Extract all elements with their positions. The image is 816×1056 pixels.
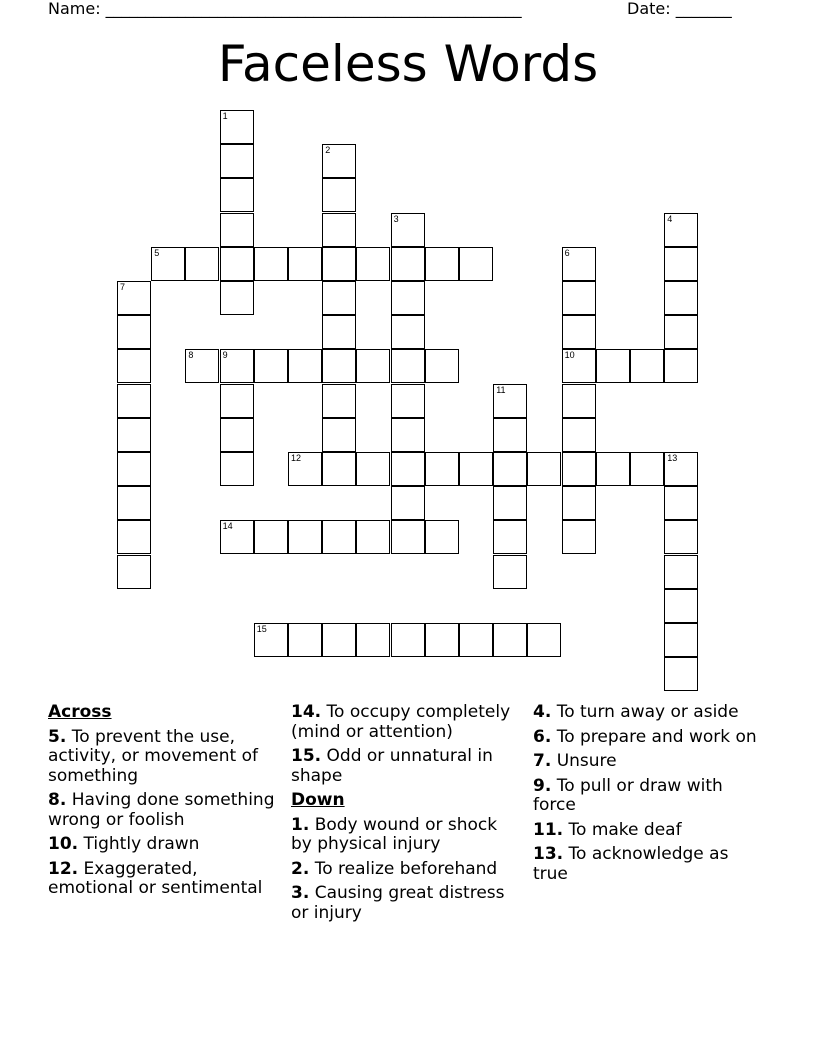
grid-cell[interactable] bbox=[220, 452, 254, 486]
clue-text: Unsure bbox=[556, 751, 617, 771]
grid-cell[interactable] bbox=[425, 349, 459, 383]
grid-cell[interactable] bbox=[459, 247, 493, 281]
clue-text: To realize beforehand bbox=[314, 858, 498, 879]
grid-cell[interactable] bbox=[562, 384, 596, 418]
grid-cell[interactable] bbox=[117, 349, 151, 383]
grid-cell[interactable] bbox=[391, 486, 425, 520]
grid-cell[interactable] bbox=[117, 555, 151, 589]
grid-cell[interactable] bbox=[562, 486, 596, 520]
clue-column-3 bbox=[533, 703, 765, 889]
clue-number: 10. bbox=[48, 834, 79, 854]
grid-cell[interactable] bbox=[664, 452, 698, 486]
grid-cell[interactable] bbox=[117, 281, 151, 315]
clue-number: 9. bbox=[533, 775, 552, 796]
clue-text: To prevent the use, activity, or movement of something bbox=[48, 726, 258, 786]
down-heading: Down bbox=[291, 790, 345, 810]
grid-cell[interactable] bbox=[322, 384, 356, 418]
grid-cell[interactable] bbox=[322, 623, 356, 657]
clue-text: To prepare and work on bbox=[556, 726, 757, 747]
cell-number: 11 bbox=[496, 384, 506, 395]
grid-cell[interactable] bbox=[220, 384, 254, 418]
across-heading: Across bbox=[48, 702, 112, 722]
clue-across-10 bbox=[48, 835, 280, 855]
grid-cell[interactable] bbox=[288, 452, 322, 486]
grid-cell[interactable] bbox=[254, 623, 288, 657]
grid-cell[interactable] bbox=[254, 520, 288, 554]
grid-cell[interactable] bbox=[425, 623, 459, 657]
grid-cell[interactable] bbox=[527, 623, 561, 657]
grid-cell[interactable] bbox=[220, 213, 254, 247]
cell-number: 6 bbox=[564, 247, 570, 258]
grid-cell[interactable] bbox=[664, 486, 698, 520]
grid-cell[interactable] bbox=[391, 452, 425, 486]
cell-number: 7 bbox=[120, 282, 126, 292]
grid-cell[interactable] bbox=[425, 520, 459, 554]
grid-cell[interactable] bbox=[356, 623, 390, 657]
clue-text: To pull or draw with force bbox=[533, 775, 723, 815]
grid-cell[interactable] bbox=[493, 452, 527, 486]
grid-cell[interactable] bbox=[288, 349, 322, 383]
name-field-line: Name: ____________________________________________________ bbox=[48, 0, 522, 18]
grid-cell[interactable] bbox=[562, 452, 596, 486]
grid-cell[interactable] bbox=[220, 178, 254, 212]
grid-cell[interactable] bbox=[391, 281, 425, 315]
grid-cell[interactable] bbox=[630, 452, 664, 486]
grid-cell[interactable] bbox=[562, 349, 596, 383]
grid-cell[interactable] bbox=[664, 247, 698, 281]
clue-text: Odd or unnatural in shape bbox=[291, 746, 493, 786]
grid-cell[interactable] bbox=[562, 520, 596, 554]
clue-down-11 bbox=[533, 821, 765, 841]
grid-cell[interactable] bbox=[322, 452, 356, 486]
grid-cell[interactable] bbox=[664, 623, 698, 657]
date-field-line: Date: _______ bbox=[627, 0, 732, 18]
grid-cell[interactable] bbox=[459, 452, 493, 486]
grid-cell[interactable] bbox=[527, 452, 561, 486]
cell-number: 9 bbox=[222, 350, 228, 361]
clue-text: Tightly drawn bbox=[83, 834, 200, 854]
grid-cell[interactable] bbox=[630, 349, 664, 383]
grid-cell[interactable] bbox=[391, 623, 425, 657]
grid-cell[interactable] bbox=[117, 418, 151, 452]
clue-down-13 bbox=[533, 845, 765, 884]
clue-across-12 bbox=[48, 860, 280, 899]
clue-number: 4. bbox=[533, 702, 552, 722]
grid-cell[interactable] bbox=[493, 384, 527, 418]
grid-cell[interactable] bbox=[391, 520, 425, 554]
grid-cell[interactable] bbox=[562, 247, 596, 281]
grid-cell[interactable] bbox=[117, 486, 151, 520]
cell-number: 2 bbox=[325, 145, 331, 156]
clue-number: 13. bbox=[533, 844, 564, 864]
grid-cell[interactable] bbox=[322, 418, 356, 452]
grid-cell[interactable] bbox=[664, 281, 698, 315]
clue-number: 11. bbox=[533, 819, 564, 840]
clue-text: Having done something wrong or foolish bbox=[48, 790, 275, 830]
grid-cell[interactable] bbox=[356, 247, 390, 281]
grid-cell[interactable] bbox=[220, 247, 254, 281]
clue-number: 6. bbox=[533, 726, 552, 747]
grid-cell[interactable] bbox=[288, 623, 322, 657]
clue-number: 1. bbox=[291, 814, 310, 835]
grid-cell[interactable] bbox=[664, 657, 698, 691]
clue-across-5 bbox=[48, 728, 280, 787]
grid-cell[interactable] bbox=[185, 349, 219, 383]
grid-cell[interactable] bbox=[117, 315, 151, 349]
grid-cell[interactable] bbox=[391, 213, 425, 247]
clue-text: To occupy completely (mind or attention) bbox=[291, 702, 511, 742]
clue-down-1 bbox=[291, 816, 523, 855]
cell-number: 5 bbox=[154, 247, 160, 258]
grid-cell[interactable] bbox=[596, 349, 630, 383]
clue-number: 3. bbox=[291, 883, 310, 903]
grid-cell[interactable] bbox=[493, 486, 527, 520]
cell-number: 12 bbox=[291, 453, 302, 463]
clue-column-2 bbox=[291, 703, 523, 928]
grid-cell[interactable] bbox=[391, 247, 425, 281]
cell-number: 14 bbox=[222, 521, 233, 532]
grid-cell[interactable] bbox=[220, 281, 254, 315]
grid-cell[interactable] bbox=[391, 315, 425, 349]
grid-cell[interactable] bbox=[562, 315, 596, 349]
clue-down-2 bbox=[291, 860, 523, 880]
grid-cell[interactable] bbox=[322, 178, 356, 212]
grid-cell[interactable] bbox=[391, 418, 425, 452]
clue-number: 5. bbox=[48, 726, 67, 747]
grid-cell[interactable] bbox=[220, 110, 254, 144]
grid-cell[interactable] bbox=[356, 520, 390, 554]
clue-down-6 bbox=[533, 728, 765, 748]
cell-number: 10 bbox=[564, 350, 575, 361]
cell-number: 4 bbox=[667, 213, 673, 224]
grid-cell[interactable] bbox=[117, 452, 151, 486]
grid-cell[interactable] bbox=[493, 520, 527, 554]
grid-cell[interactable] bbox=[220, 349, 254, 383]
grid-cell[interactable] bbox=[322, 281, 356, 315]
clue-across-14 bbox=[291, 703, 523, 742]
grid-cell[interactable] bbox=[288, 520, 322, 554]
grid-cell[interactable] bbox=[254, 247, 288, 281]
cell-number: 3 bbox=[393, 213, 399, 224]
grid-cell[interactable] bbox=[459, 623, 493, 657]
grid-cell[interactable] bbox=[664, 555, 698, 589]
cell-number: 8 bbox=[188, 350, 194, 361]
clue-number: 8. bbox=[48, 790, 67, 810]
grid-cell[interactable] bbox=[220, 144, 254, 178]
grid-cell[interactable] bbox=[356, 349, 390, 383]
clue-down-7 bbox=[533, 752, 765, 772]
clue-text: Body wound or shock by physical injury bbox=[291, 814, 498, 854]
clue-text: Causing great distress or injury bbox=[291, 883, 505, 923]
grid-cell[interactable] bbox=[322, 520, 356, 554]
clue-number: 15. bbox=[291, 746, 322, 766]
grid-cell[interactable] bbox=[185, 247, 219, 281]
grid-cell[interactable] bbox=[425, 452, 459, 486]
puzzle-title: Faceless Words bbox=[217, 35, 599, 93]
grid-cell[interactable] bbox=[322, 144, 356, 178]
grid-cell[interactable] bbox=[151, 247, 185, 281]
grid-cell[interactable] bbox=[117, 384, 151, 418]
grid-cell[interactable] bbox=[664, 520, 698, 554]
cell-number: 1 bbox=[222, 111, 228, 121]
clue-text: Exaggerated, emotional or sentimental bbox=[48, 858, 263, 898]
clue-number: 7. bbox=[533, 751, 552, 771]
cell-number: 13 bbox=[667, 453, 678, 463]
clue-column-1 bbox=[48, 703, 280, 904]
clue-down-9 bbox=[533, 777, 765, 816]
grid-cell[interactable] bbox=[493, 623, 527, 657]
grid-cell[interactable] bbox=[220, 418, 254, 452]
clue-down-4 bbox=[533, 703, 765, 723]
grid-cell[interactable] bbox=[254, 349, 288, 383]
clue-number: 12. bbox=[48, 858, 79, 879]
clue-across-15 bbox=[291, 747, 523, 786]
grid-cell[interactable] bbox=[664, 315, 698, 349]
clue-text: To turn away or aside bbox=[556, 702, 739, 722]
grid-cell[interactable] bbox=[425, 247, 459, 281]
clue-down-3 bbox=[291, 884, 523, 923]
grid-cell[interactable] bbox=[391, 349, 425, 383]
grid-cell[interactable] bbox=[117, 520, 151, 554]
grid-cell[interactable] bbox=[391, 384, 425, 418]
clue-text: To make deaf bbox=[568, 819, 682, 840]
clue-number: 2. bbox=[291, 858, 310, 879]
grid-cell[interactable] bbox=[596, 452, 630, 486]
grid-cell[interactable] bbox=[322, 247, 356, 281]
grid-cell[interactable] bbox=[493, 418, 527, 452]
grid-cell[interactable] bbox=[356, 452, 390, 486]
grid-cell[interactable] bbox=[664, 589, 698, 623]
grid-cell[interactable] bbox=[562, 281, 596, 315]
grid-cell[interactable] bbox=[220, 520, 254, 554]
clue-across-8 bbox=[48, 791, 280, 830]
grid-cell[interactable] bbox=[562, 418, 596, 452]
cell-number: 15 bbox=[256, 624, 267, 634]
clue-text: To acknowledge as true bbox=[533, 844, 729, 884]
grid-cell[interactable] bbox=[664, 349, 698, 383]
grid-cell[interactable] bbox=[322, 315, 356, 349]
clue-number: 14. bbox=[291, 702, 322, 722]
grid-cell[interactable] bbox=[288, 247, 322, 281]
grid-cell[interactable] bbox=[322, 349, 356, 383]
grid-cell[interactable] bbox=[493, 555, 527, 589]
grid-cell[interactable] bbox=[322, 213, 356, 247]
grid-cell[interactable] bbox=[664, 213, 698, 247]
